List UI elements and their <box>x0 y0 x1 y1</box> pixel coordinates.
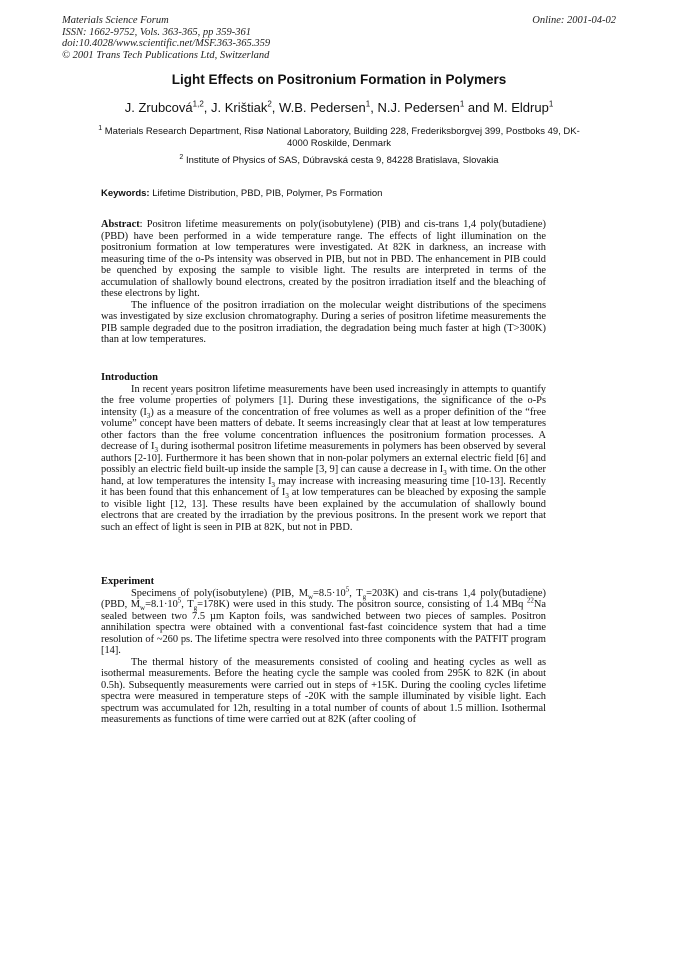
keywords <box>101 188 382 199</box>
abstract-p2: The influence of the positron irradiation on the molecular weight distributions of the specimens was investigated by size exclusion chromatography. During a series of positron lifetime measurements the PIB sample degraded due to the positron irradiation, the degradation being much faster at high (T>300K) than at low temperatures. <box>101 299 546 345</box>
affiliation-1: $^1$ Materials Research Department, Risø National Laboratory, Building 228, Frederiksborgvej 399, Postboks 49, DK-4000 Roskilde, Denmark <box>98 124 580 149</box>
experiment-section <box>101 576 546 726</box>
keywords-label: Keywords: <box>101 188 150 199</box>
issn-line: ISSN: 1662-9752, Vols. 363-365, pp 359-361 <box>62 26 251 38</box>
experiment-p1: Specimens of poly(isobutylene) (PIB, $M_w=8.5\cdot 10^5$, $T_g=203K$) and cis-trans 1,4 poly(butadiene) (PBD, $M_w=8.1\cdot 10^5$, $T_g=178K$) were used in this study. The positron source, consisting of 1.4 MBq $^{22}$Na sealed between two 7.5 µm Kapton foils, was sandwiched between two pieces of samples. Positron annihilation spectra were obtained with a conventional fast-fast coincidence system that had a time resolution of ~260 ps. The lifetime spectra were resolved into three components with the PATFIT program [14]. <box>101 585 547 656</box>
affiliation-2: $^2$ Institute of Physics of SAS, Dúbravská cesta 9, 84228 Bratislava, Slovakia <box>179 153 499 166</box>
introduction-heading: Introduction <box>101 372 158 383</box>
experiment-heading: Experiment <box>101 576 155 587</box>
author: J. Zrubcová$^{1,2}$, <box>124 99 211 115</box>
keywords-text: Lifetime Distribution, PBD, PIB, Polymer, Ps Formation <box>152 188 383 199</box>
abstract <box>101 219 546 346</box>
journal-name: Materials Science Forum <box>62 15 169 26</box>
paper-title: Light Effects on Positronium Formation in Polymers <box>171 72 507 87</box>
introduction-section <box>101 372 546 533</box>
abstract-p1: : Positron lifetime measurements on poly(isobutylene) (PIB) and cis-trans 1,4 poly(butadiene) (PBD) have been performed in a wide temperature range. The effects of light illumination on the positronium formation at low temperatures were investigated. At 82K in darkness, an increase with measuring time of the o-Ps intensity was observed in PIB, but not in PBD. The enhancement in PIB could be quenched by exposing the sample to visible light. The results are interpreted in terms of the accumulation of shallowly bound electrons, created by the positron irradiation itself and the bleaching of these electrons by light. <box>101 219 546 299</box>
online-date: Online: 2001-04-02 <box>532 15 616 26</box>
journal-header <box>62 15 270 61</box>
author: M. Eldrup$^1$ <box>493 99 554 115</box>
experiment-p2: The thermal history of the measurements consisted of cooling and heating cycles as well as isothermal measurements. Before the heating cycle the sample was cooled from 295K to 82K (in about 0.5h). Subsequently measurements were carried out in steps of +15K. During the cooling cycles lifetime spectra were measured in temperature steps of -20K with the sample illuminated by visible light. Each spectrum was accumulated for 12h, resulting in a total number of counts of about 1.5 million. Isothermal measurements as functions of time were carried out at 82K (after cooling of <box>101 656 546 725</box>
author: J. Krištiak$^2$, <box>211 99 280 115</box>
doi-line: doi:10.4028/www.scientific.net/MSF.363-365.359 <box>62 38 271 50</box>
introduction-text: In recent years positron lifetime measurements have been used increasingly in attempts to quantify the free volume properties of polymers [1]. During these investigations, the significance of the o-Ps intensity $(I_3)$ as a measure of the concentration of free volumes as well as a proper definition of the “free volume” concept have been matters of debate. It seems increasingly clear that at least at low temperatures other factors than the free volume concentration influences the positronium formation processes. A decrease of $I_3$ during isothermal positron lifetime measurements in polymers has been observed by several authors [2-10]. Furthermore it has been shown that in non-polar polymers an external electric field [6] and possibly an electric field built-up inside the sample [3, 9] can cause a decrease in $I_3$ with time. On the other hand, at low temperatures the intensity $I_3$ may increase with increasing measuring time [10-13]. Recently it has been found that this enhancement of $I_3$ at low temperatures can be bleached by exposing the sample to visible light [12, 13]. These results have been explained by the accumulation of shallowly bound electrons that are created by the irradiation by the previous positrons. In the present work we report that such an effect of light is seen in PIB at 82K, but not in PBD. <box>101 383 547 533</box>
author: W.B. Pedersen$^1$, <box>279 99 378 115</box>
author-list <box>0 100 678 115</box>
author: N.J. Pedersen$^1$ and <box>377 99 494 115</box>
abstract-label: Abstract <box>101 219 140 230</box>
copyright-line: © 2001 Trans Tech Publications Ltd, Switzerland <box>62 49 270 61</box>
